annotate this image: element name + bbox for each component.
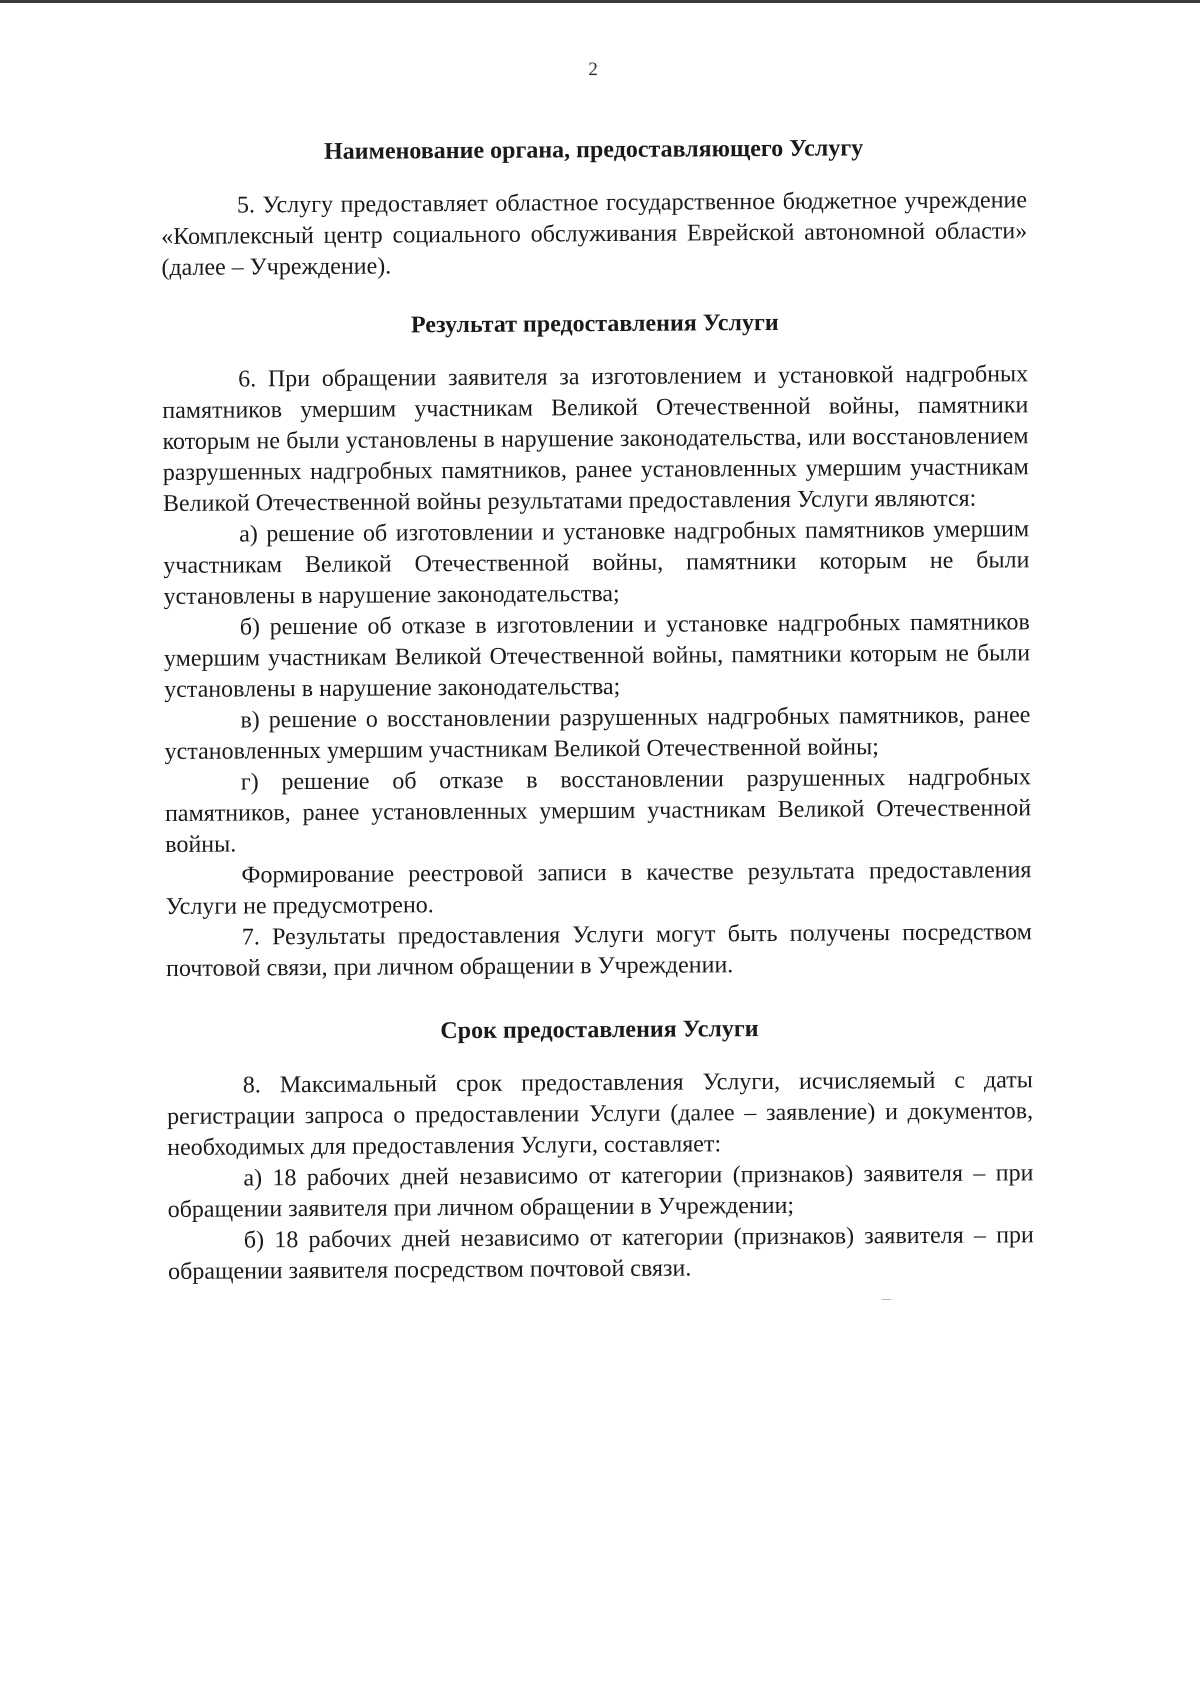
document-page: [160, 49, 1034, 1288]
paragraph-5: 5. Услугу предоставляет областное государственное бюджетное учреждение «Комплексный центр социального обслуживания Еврейской автономной области» (далее – Учреждение).: [161, 187, 1028, 281]
paragraph-6: 6. При обращении заявителя за изготовлением и установкой надгробных памятников умершим участникам Великой Отечественной войны, памятники которым не были установлены в нарушение законодательства, или восстановлением разрушенных надгробных памятников, ранее установленных умершим участникам Великой Отечественной войны результатами предоставления Услуги являются:: [162, 361, 1029, 517]
paragraph-7: 7. Результаты предоставления Услуги могут быть получены посредством почтовой связи, при личном обращении в Учреждении.: [165, 919, 1032, 982]
paragraph-6v: в) решение о восстановлении разрушенных надгробных памятников, ранее установленных умершим участникам Великой Отечественной войны;: [164, 702, 1031, 765]
scan-artifact: [882, 1299, 891, 1300]
page-number: 2: [588, 59, 598, 81]
paragraph-6a: а) решение об изготовлении и установке надгробных памятников умершим участникам Великой Отечественной войны, памятники которым не были установлены в нарушение законодательства;: [163, 516, 1030, 610]
section-heading-term: Срок предоставления Услуги: [440, 1016, 759, 1045]
scan-top-edge: [0, 0, 1200, 3]
paragraph-6g: г) решение об отказе в восстановлении разрушенных надгробных памятников, ранее установленных умершим участникам Великой Отечественной войны.: [164, 764, 1032, 858]
section-heading-authority: Наименование органа, предоставляющего Услугу: [323, 135, 864, 165]
paragraph-8: 8. Максимальный срок предоставления Услуги, исчисляемый с даты регистрации запроса о предоставлении Услуги (далее – заявление) и документов, необходимых для предоставления Услуги, составляет:: [166, 1067, 1034, 1161]
paragraph-6b: б) решение об отказе в изготовлении и установке надгробных памятников умершим участникам Великой Отечественной войны, памятники которым не были установлены в нарушение законодательства;: [163, 609, 1031, 703]
paragraph-8a: а) 18 рабочих дней независимо от категории (признаков) заявителя – при обращении заявителя при личном обращении в Учреждении;: [167, 1160, 1034, 1223]
section-heading-result: Результат предоставления Услуги: [410, 309, 779, 339]
paragraph-8b: б) 18 рабочих дней независимо от категории (признаков) заявителя – при обращении заявителя посредством почтовой связи.: [167, 1222, 1034, 1285]
paragraph-registry-note: Формирование реестровой записи в качестве результата предоставления Услуги не предусмотрено.: [165, 857, 1032, 920]
